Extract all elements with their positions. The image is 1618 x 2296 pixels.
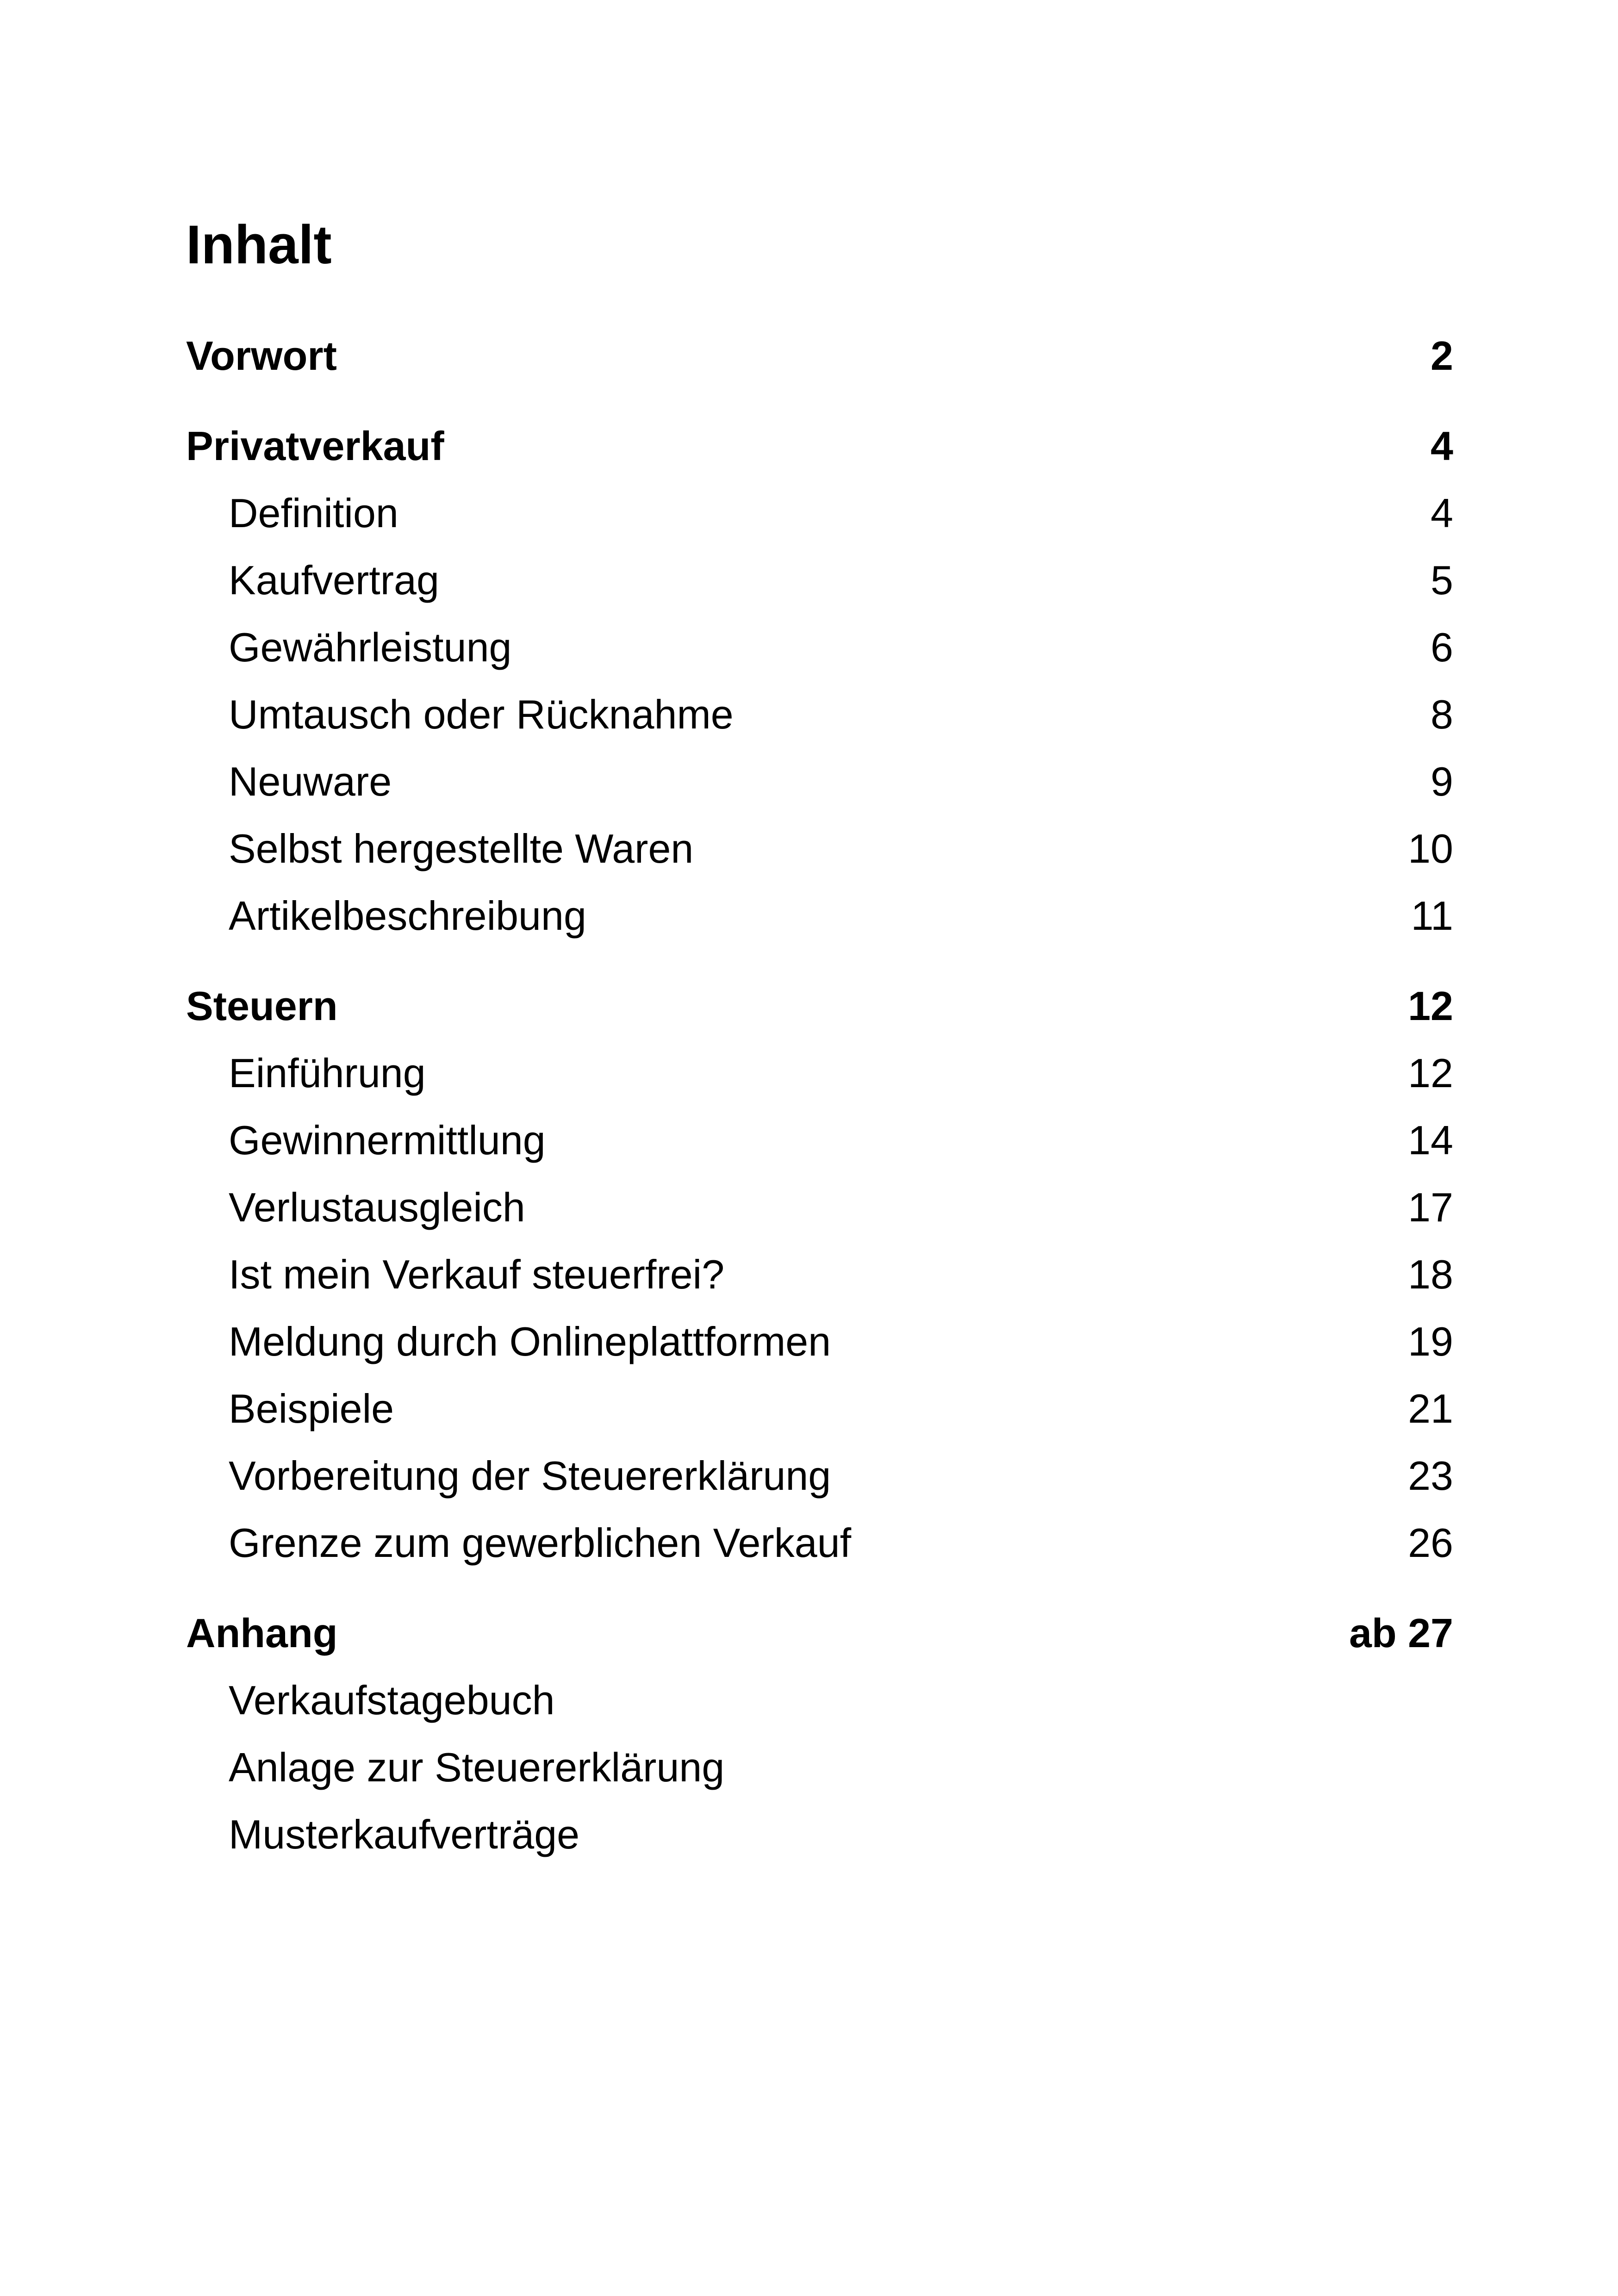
toc-subentry-page: 12 [1408,1050,1453,1096]
toc-subentry[interactable] [186,1452,1453,1519]
toc-subentry[interactable] [186,490,1453,557]
toc-chapter-page: 12 [1408,983,1453,1029]
toc-subentry[interactable] [186,825,1453,892]
toc-subentry-page: 4 [1431,490,1453,536]
toc-subentry[interactable] [186,1385,1453,1452]
toc-subentry-page: 10 [1408,826,1453,871]
toc-subentry-page: 26 [1408,1520,1453,1566]
toc-chapter-label: Anhang [186,1610,338,1656]
toc-subentry[interactable] [186,1744,1453,1811]
toc-subentry-label: Einführung [229,1050,426,1096]
toc-subentry[interactable] [186,1519,1453,1587]
toc-subentry-label: Beispiele [229,1386,394,1431]
toc-chapter-page: ab 27 [1349,1610,1453,1656]
toc-chapter-page: 2 [1431,333,1453,379]
toc-subentry[interactable] [186,1184,1453,1251]
toc-subentry[interactable] [186,1117,1453,1184]
toc-section-vorwort [186,332,1453,399]
toc-chapter-page: 4 [1431,423,1453,469]
toc-subentry-page: 11 [1411,893,1453,939]
toc-subentry-label: Artikelbeschreibung [229,893,586,939]
toc-chapter-label: Privatverkauf [186,423,444,469]
toc-subentry-page: 5 [1431,557,1453,603]
toc-chapter-label: Vorwort [186,333,337,379]
toc-chapter-entry[interactable] [186,983,1453,1050]
toc-subentry-label: Definition [229,490,398,536]
toc-subentry-label: Gewährleistung [229,624,512,670]
toc-subentry[interactable] [186,1251,1453,1318]
toc-subentry-label: Musterkaufverträge [229,1811,580,1857]
toc-subentry-label: Kaufvertrag [229,557,439,603]
toc-subentry-page: 19 [1408,1319,1453,1364]
toc-subentry-page: 9 [1431,759,1453,804]
toc-subentry-label: Selbst hergestellte Waren [229,826,694,871]
toc-subentry-page: 6 [1431,624,1453,670]
toc-chapter-entry[interactable] [186,423,1453,490]
toc-section-steuern [186,983,1453,1587]
toc-subentry[interactable] [186,691,1453,758]
toc-subentry-page: 17 [1408,1184,1453,1230]
toc-chapter-entry[interactable] [186,332,1453,399]
table-of-contents [186,332,1453,1901]
toc-title: Inhalt [186,214,332,275]
toc-subentry[interactable] [186,557,1453,624]
toc-subentry[interactable] [186,624,1453,691]
toc-subentry-label: Verkaufstagebuch [229,1677,555,1723]
toc-subentry[interactable] [186,1811,1453,1878]
toc-subentry[interactable] [186,892,1453,959]
toc-section-privatverkauf [186,423,1453,959]
toc-subentry-page: 23 [1408,1453,1453,1499]
toc-chapter-entry[interactable] [186,1610,1453,1677]
toc-chapter-label: Steuern [186,983,338,1029]
toc-subentry[interactable] [186,758,1453,825]
toc-subentry-label: Verlustausgleich [229,1184,525,1230]
toc-subentry-page: 21 [1408,1386,1453,1431]
toc-subentry[interactable] [186,1050,1453,1117]
toc-subentry-page: 14 [1408,1117,1453,1163]
toc-subentry-label: Gewinnermittlung [229,1117,546,1163]
toc-subentry-label: Meldung durch Onlineplattformen [229,1319,831,1364]
toc-subentry-label: Umtausch oder Rücknahme [229,691,734,737]
toc-subentry[interactable] [186,1677,1453,1744]
toc-subentry[interactable] [186,1318,1453,1385]
toc-subentry-label: Neuware [229,759,392,804]
toc-subentry-label: Ist mein Verkauf steuerfrei? [229,1251,725,1297]
toc-subentry-label: Anlage zur Steuererklärung [229,1744,725,1790]
toc-subentry-label: Vorbereitung der Steuererklärung [229,1453,831,1499]
toc-section-anhang [186,1610,1453,1878]
toc-subentry-page: 18 [1408,1251,1453,1297]
toc-subentry-page: 8 [1431,691,1453,737]
toc-subentry-label: Grenze zum gewerblichen Verkauf [229,1520,852,1566]
